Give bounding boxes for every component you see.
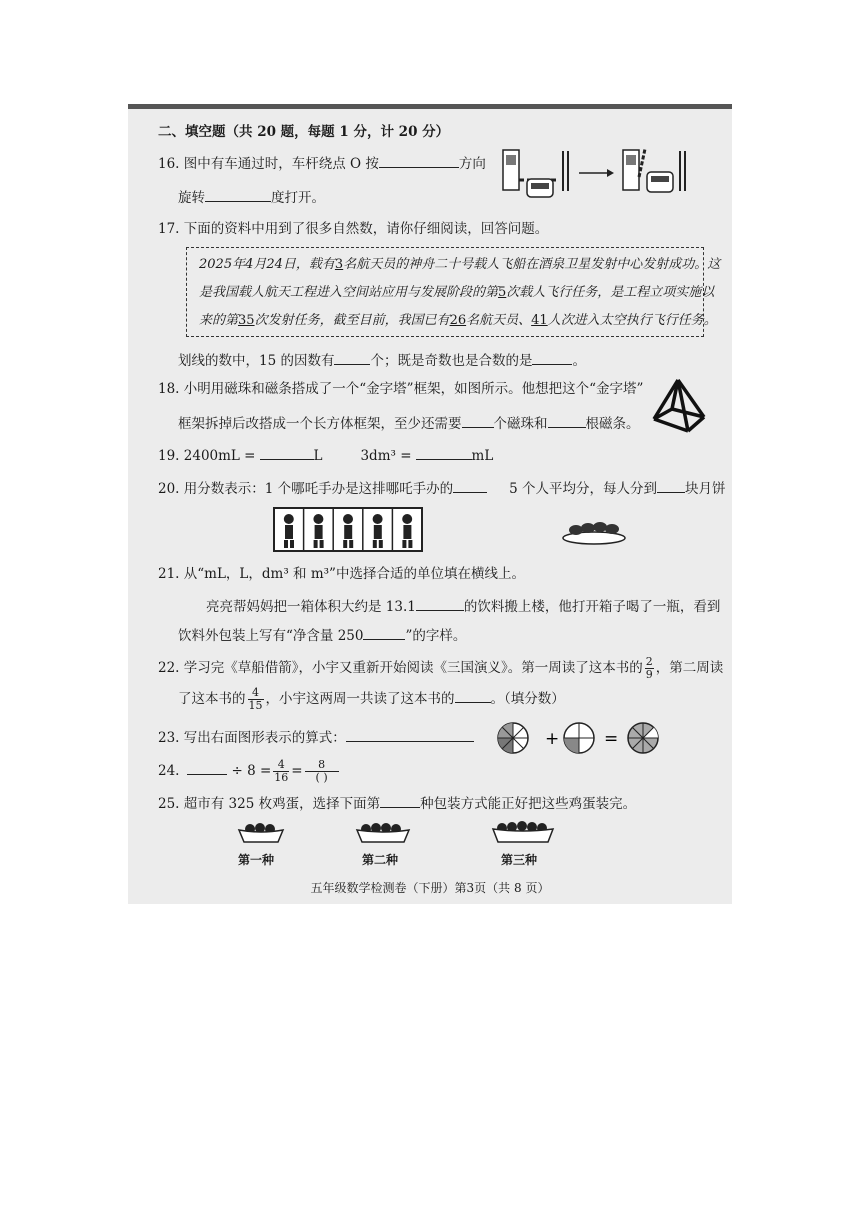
q25-blank-option[interactable] (380, 793, 420, 808)
q17-underlined-number: 26 (449, 313, 467, 328)
q19-blank-liters[interactable] (260, 445, 314, 460)
q22-text: 22. 学习完《草船借箭》，小宇又重新开始阅读《三国演义》。第一周读了这本书的 (158, 660, 643, 676)
top-rule (128, 104, 732, 109)
q21-intro: 21. 从“mL，L，dm³ 和 m³”中选择合适的单位填在横线上。 (158, 566, 525, 582)
q17-underlined-number: 35 (238, 313, 255, 328)
egg-tray-option-3 (490, 818, 556, 844)
q22-fraction-4-15 (248, 687, 264, 712)
q17-box-text: 名航天员的神舟二十号载人飞船在酒泉卫星发射中心发射成功。这 (343, 257, 721, 272)
q22-line1 (158, 655, 723, 681)
q16-line2 (178, 187, 325, 207)
q21-blank-volume-unit[interactable] (416, 596, 464, 611)
q24-blank-dividend[interactable] (187, 760, 227, 775)
mooncake-plate (560, 518, 630, 546)
q17-underlined-number: 5 (498, 285, 507, 300)
q23-text: 23. 写出右面图形表示的算式： (158, 730, 346, 746)
q18-line1: 18. 小明用磁珠和磁条搭成了一个“金字塔”框架，如图所示。他想把这个“金字塔” (158, 381, 644, 397)
q17-question (178, 350, 586, 370)
q25-text: 种包装方式能正好把这些鸡蛋装完。 (420, 796, 637, 812)
q16-text-a: 16. 图中有车通过时，车杆绕点 O 按 (158, 156, 379, 172)
q25-line (158, 793, 636, 813)
gate-illustration (495, 147, 695, 202)
fraction-denominator[interactable]: ( ) (315, 771, 328, 784)
q19-text: mL (471, 448, 494, 464)
q21-text: ”的字样。 (405, 628, 467, 644)
q25-text: 25. 超市有 325 枚鸡蛋，选择下面第 (158, 796, 381, 812)
q17-box-text: 次载人飞行任务，是工程立项实施以 (506, 285, 715, 300)
egg-tray-option-1 (236, 820, 286, 844)
q18-text: 框架拆掉后改搭成一个长方体框架，至少还需要 (178, 416, 462, 432)
q22-text: ，小宇这两周一共读了这本书的 (265, 691, 455, 707)
q22-text: ，第二周读 (655, 660, 724, 676)
q16-text-b: 方向 (458, 156, 486, 172)
q20-text: 20. 用分数表示：1 个哪吒手办是这排哪吒手办的 (158, 481, 454, 497)
q24-text: ÷ 8 = (231, 763, 272, 779)
q24-text: = (291, 763, 303, 779)
q24-fraction-4-16 (273, 759, 289, 784)
q21-text: 的饮料搬上楼，他打开箱子喝了一瓶，看到 (463, 599, 721, 615)
page-footer: 五年级数学检测卷（下册）第3页（共 8 页） (310, 881, 550, 895)
q21-text: 饮料外包装上写有“净含量 250 (178, 628, 364, 644)
fraction-numerator: 4 (273, 759, 289, 772)
q22-text: 了这本书的 (178, 691, 246, 707)
q17-question-text: 个；既是奇数也是合数的是 (370, 353, 533, 369)
q18-text: 根磁条。 (585, 416, 640, 432)
fraction-circles-figure (496, 721, 662, 757)
fraction-denominator: 15 (248, 699, 263, 712)
fraction-numerator: 2 (645, 655, 653, 668)
q23-line (158, 727, 474, 747)
q21-text: 亮亮帮妈妈把一箱体积大约是 13.1 (206, 599, 416, 615)
fraction-denominator: 9 (645, 668, 653, 681)
q17-question-text: 划线的数中，15 的因数有 (178, 353, 335, 369)
q24-line (158, 756, 341, 786)
q19-text: L (313, 448, 323, 464)
q17-box-line1 (199, 256, 720, 274)
q16-blank-degree[interactable] (205, 187, 271, 202)
q19-text: 19. 2400mL = (158, 448, 256, 464)
q22-line2 (178, 686, 565, 712)
q18-text: 个磁珠和 (493, 416, 548, 432)
q18-blank-beads[interactable] (462, 413, 494, 428)
q21-blank-net-unit[interactable] (363, 625, 405, 640)
q17-box-line2 (199, 284, 714, 302)
q22-fraction-2-9 (645, 656, 654, 681)
egg-option-label-3: 第三种 (501, 853, 538, 867)
q17-reading-box (186, 247, 721, 337)
q20-blank-fraction[interactable] (453, 478, 487, 493)
q22-text: 。（填分数） (490, 691, 565, 707)
q17-intro: 17. 下面的资料中用到了很多自然数，请你仔细阅读，回答问题。 (158, 221, 549, 237)
section-title: 二、填空题（共 20 题，每题 1 分，计 20 分） (158, 124, 450, 140)
q17-box-text: 是我国载人航天工程进入空间站应用与发展阶段的第 (199, 285, 499, 300)
fraction-denominator: 16 (274, 771, 289, 784)
q16-text-d: 度打开。 (271, 190, 325, 206)
egg-option-label-1: 第一种 (238, 853, 275, 867)
q20-text: 块月饼 (685, 481, 726, 497)
q17-box-line3 (199, 312, 717, 330)
q17-question-text: 。 (572, 353, 586, 369)
egg-option-label-2: 第二种 (362, 853, 399, 867)
q21-line2 (206, 596, 720, 616)
q19-blank-ml[interactable] (416, 445, 472, 460)
q18-line2 (178, 413, 640, 433)
fraction-numerator: 8 (305, 759, 339, 772)
egg-tray-option-2 (354, 820, 412, 844)
q18-blank-sticks[interactable] (548, 413, 586, 428)
q21-line3 (178, 625, 466, 645)
fraction-numerator: 4 (248, 687, 264, 700)
q17-box-text: 次发射任务，截至目前，我国已有 (254, 313, 450, 328)
q23-plus-sign: + (545, 729, 560, 749)
q17-box-text: 名航天员、 (466, 313, 532, 328)
q16-text-c: 旋转 (178, 190, 205, 206)
q17-box-text: 来的第 (199, 313, 239, 328)
q22-blank-answer[interactable] (455, 688, 491, 703)
nezha-figurines-row (273, 507, 423, 552)
q17-blank-odd-composite[interactable] (532, 350, 572, 365)
q24-fraction-8-blank[interactable] (305, 759, 339, 784)
q16-blank-direction[interactable] (379, 153, 459, 168)
pyramid-frame-figure (650, 377, 708, 435)
q24-number: 24. (158, 763, 180, 779)
q19-line (158, 445, 493, 465)
q17-box-text: 2025年4月24日，载有 (199, 257, 335, 272)
q17-underlined-number: 41 (531, 313, 548, 328)
q20-text: 5 个人平均分，每人分到 (509, 481, 658, 497)
q19-text: 3dm³ = (360, 448, 412, 464)
q17-blank-factors[interactable] (334, 350, 370, 365)
q23-blank-expression[interactable] (346, 727, 474, 742)
q16-line1 (158, 153, 486, 173)
q17-underlined-number: 3 (334, 257, 344, 272)
q17-box-text: 人次进入太空执行飞行任务。 (547, 313, 717, 328)
q20-line (158, 478, 726, 498)
q23-equals-sign: = (604, 729, 619, 749)
q20-blank-mooncake[interactable] (657, 478, 685, 493)
